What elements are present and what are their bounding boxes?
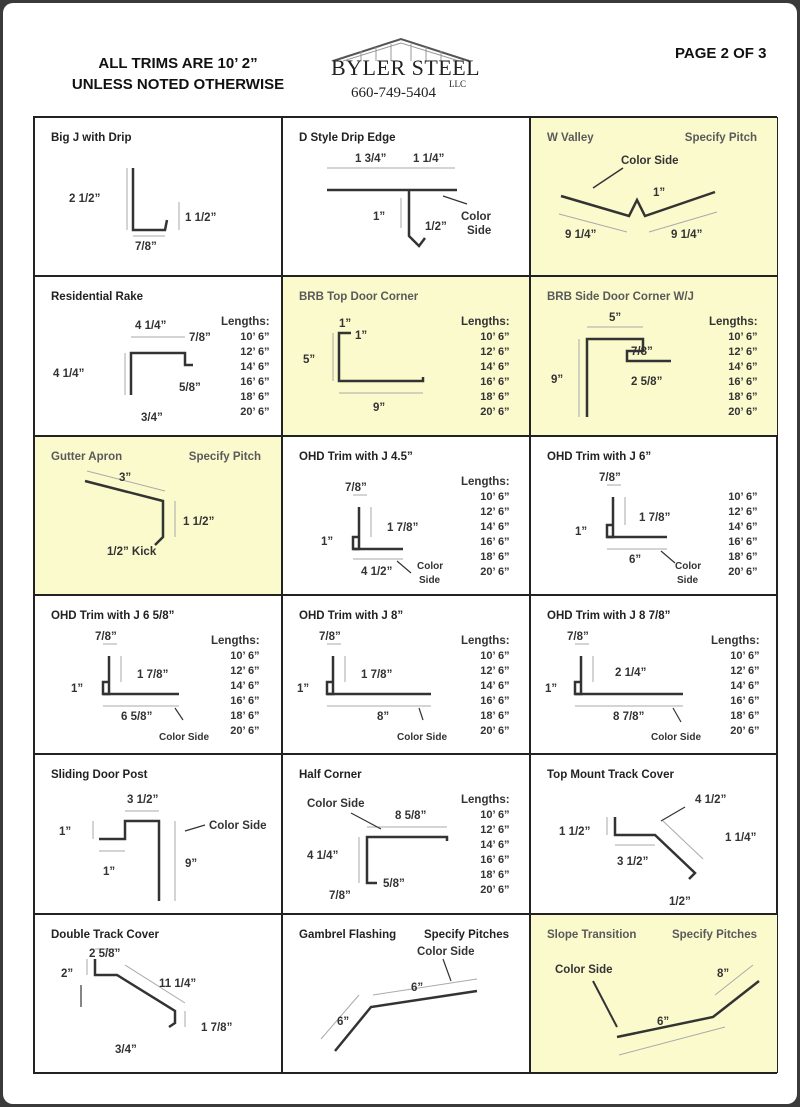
dim-label: 5” (303, 354, 316, 367)
trim-note: Specify Pitches (671, 928, 757, 941)
length-option: 18’ 6” (728, 391, 758, 404)
dim-label: 7/8” (189, 332, 211, 345)
trim-title: Sliding Door Post (51, 769, 148, 782)
phone-number: 660-749-5404 (351, 85, 436, 101)
trim-note: Specify Pitches (423, 928, 509, 941)
trim-title: BRB Top Door Corner (299, 291, 419, 304)
length-option: 14’ 6” (480, 679, 510, 692)
dim-label: 5” (609, 312, 622, 325)
length-option: 16’ 6” (480, 694, 510, 707)
dim-label: 7/8” (567, 630, 589, 643)
dim-label: 1/2” (669, 896, 691, 909)
color-side-arrow-icon (443, 959, 451, 981)
dim-label: 7/8” (319, 630, 341, 643)
dim-label: 1/2” Kick (107, 545, 157, 558)
w-valley-diagram (531, 118, 777, 276)
dim-label: Side (467, 225, 492, 237)
lengths-list (461, 793, 510, 898)
length-option: 18’ 6” (480, 709, 510, 722)
length-option: 12’ 6” (480, 664, 510, 677)
dim-label: 4 1/2” (695, 794, 727, 807)
dim-label: Side (677, 574, 699, 586)
dim-label: 1” (59, 826, 72, 839)
trim-title: OHD Trim with J 8 7/8” (547, 609, 671, 622)
dim-label: 1 1/2” (185, 212, 217, 224)
dim-label: 7/8” (345, 481, 367, 494)
length-option: 10’ 6” (480, 331, 510, 344)
length-option: 10’ 6” (240, 331, 270, 344)
lengths-label: Lengths: (221, 316, 270, 329)
dim-label: Color (675, 560, 702, 572)
price-sheet-page (3, 3, 797, 1104)
length-option: 20’ 6” (480, 884, 510, 897)
dim-arrow-icon (661, 807, 685, 821)
color-side-arrow-icon (397, 561, 411, 573)
company-logo (321, 35, 481, 105)
dim-label: 8 5/8” (395, 810, 427, 823)
trim-title: Gutter Apron (51, 450, 123, 463)
dim-label: Color Side (209, 820, 267, 833)
logo-llc: LLC (449, 79, 466, 89)
dim-label: 1 1/4” (725, 832, 757, 845)
trim-title: OHD Trim with J 6 5/8” (51, 609, 175, 622)
trim-sliding-door-post (34, 754, 282, 913)
length-option: 14’ 6” (230, 679, 260, 692)
dim-label: 1 7/8” (639, 511, 671, 524)
dim-label: 1/2” (425, 221, 447, 233)
dim-label: 3/4” (115, 1043, 137, 1056)
lengths-label: Lengths: (461, 794, 510, 807)
logo-name: BYLER STEEL (331, 55, 481, 80)
trim-title: Slope Transition (547, 928, 637, 941)
length-option: 14’ 6” (240, 361, 270, 374)
lengths-list (711, 634, 760, 739)
dim-label: 2 1/2” (69, 193, 101, 205)
trim-title: Big J with Drip (51, 132, 132, 144)
trim-gambrel-flashing (282, 914, 530, 1073)
trim-title: OHD Trim with J 8” (299, 609, 404, 622)
trim-brb-side-door-corner (530, 276, 778, 435)
notice-line-2: UNLESS NOTED OTHERWISE (71, 76, 285, 93)
top-mount-diagram (531, 755, 777, 913)
notice-line-1: ALL TRIMS ARE 10’ 2” (98, 55, 258, 72)
length-option: 20’ 6” (728, 406, 758, 419)
color-side-arrow-icon (351, 813, 381, 829)
length-option: 16’ 6” (728, 376, 758, 389)
sliding-door-post-diagram (35, 755, 281, 913)
dim-label: 6” (337, 1015, 350, 1028)
lengths-label: Lengths: (461, 634, 510, 647)
dim-label: 1” (103, 866, 116, 879)
dim-label: Color Side (307, 798, 365, 811)
lengths-list (461, 315, 510, 420)
lengths-label: Lengths: (461, 316, 510, 329)
color-side-arrow-icon (175, 708, 183, 720)
dim-label: 11 1/4” (159, 977, 197, 990)
length-option: 16’ 6” (480, 854, 510, 867)
length-option: 16’ 6” (240, 376, 270, 389)
length-option: 10’ 6” (480, 649, 510, 662)
dim-label: 8 7/8” (613, 710, 645, 723)
dim-label: 2 5/8” (89, 947, 121, 960)
dim-label: 9” (551, 374, 564, 387)
dim-label: Color Side (651, 731, 702, 743)
dim-label: 3/4” (141, 412, 163, 425)
dim-label: 4 1/2” (361, 565, 393, 578)
length-option: 18’ 6” (728, 550, 758, 563)
dim-label: 6” (629, 553, 642, 566)
dim-label: 6 5/8” (121, 710, 153, 723)
trim-d-style-drip-edge (282, 117, 530, 276)
length-option: 18’ 6” (480, 391, 510, 404)
trim-title: D Style Drip Edge (299, 132, 396, 144)
color-side-arrow-icon (593, 981, 617, 1027)
length-option: 10’ 6” (480, 490, 510, 503)
length-option: 18’ 6” (240, 391, 270, 404)
length-option: 20’ 6” (728, 565, 758, 578)
length-option: 14’ 6” (480, 361, 510, 374)
trim-title: Residential Rake (51, 291, 144, 304)
color-side-arrow-icon (673, 708, 681, 722)
double-track-diagram (35, 915, 281, 1073)
dim-label: Color Side (159, 731, 210, 743)
length-option: 12’ 6” (480, 505, 510, 518)
lengths-list (221, 315, 270, 420)
length-option: 10’ 6” (480, 809, 510, 822)
dim-label: 4 1/4” (307, 850, 339, 863)
trim-residential-rake (34, 276, 282, 435)
color-side-arrow-icon (443, 196, 467, 204)
length-option: 14’ 6” (480, 839, 510, 852)
trim-title: Gambrel Flashing (299, 928, 397, 941)
dim-label: 1” (71, 682, 84, 695)
dim-label: 4 1/4” (53, 368, 85, 381)
trim-double-track-cover (34, 914, 282, 1073)
length-option: 10’ 6” (230, 649, 260, 662)
trim-note: Specify Pitch (684, 132, 757, 144)
trim-title: Top Mount Track Cover (547, 769, 674, 782)
dim-label: 9 1/4” (671, 229, 703, 241)
trim-title: W Valley (547, 132, 594, 144)
length-option: 18’ 6” (730, 709, 760, 722)
slope-transition-diagram (531, 915, 777, 1073)
length-option: 18’ 6” (480, 550, 510, 563)
trim-title: OHD Trim with J 4.5” (299, 450, 413, 463)
length-option: 18’ 6” (480, 869, 510, 882)
length-option: 20’ 6” (730, 724, 760, 737)
dim-label: 1” (355, 330, 368, 343)
gutter-apron-diagram (35, 437, 281, 595)
trim-title: BRB Side Door Corner W/J (547, 291, 694, 304)
trim-half-corner (282, 754, 530, 913)
length-option: 12’ 6” (480, 824, 510, 837)
dim-label: 6” (657, 1015, 670, 1028)
dim-label: 1 1/4” (413, 153, 445, 165)
length-option: 12’ 6” (728, 505, 758, 518)
length-option: 16’ 6” (480, 376, 510, 389)
dim-label: 4 1/4” (135, 320, 167, 333)
dim-label: 1” (545, 682, 558, 695)
dim-label: 1” (653, 187, 666, 199)
dim-label: Color Side (397, 731, 448, 743)
length-option: 16’ 6” (730, 694, 760, 707)
lengths-list (461, 475, 510, 580)
dim-label: Color (417, 560, 444, 572)
dim-label: 1 7/8” (137, 668, 169, 681)
trim-w-valley (530, 117, 778, 276)
dim-label: 7/8” (599, 471, 621, 484)
length-option: 10’ 6” (728, 331, 758, 344)
trim-ohd-j-6-5-8 (34, 595, 282, 754)
dim-label: 9” (185, 858, 198, 871)
length-option: 20’ 6” (480, 565, 510, 578)
color-side-arrow-icon (419, 708, 423, 720)
dim-label: 1 1/2” (183, 515, 215, 528)
dim-label: 3 1/2” (127, 794, 159, 807)
lengths-list (461, 634, 510, 739)
dim-label: 9 1/4” (565, 229, 597, 241)
lengths-list (709, 315, 758, 420)
length-option: 20’ 6” (230, 724, 260, 737)
dim-label: 7/8” (329, 890, 351, 903)
trim-note: Specify Pitch (188, 450, 261, 463)
dim-label: 1 7/8” (361, 668, 393, 681)
dim-label: 1 7/8” (201, 1021, 233, 1034)
dim-label: 1 7/8” (387, 521, 419, 534)
trim-brb-top-door-corner (282, 276, 530, 435)
lengths-list (211, 634, 260, 739)
color-side-arrow-icon (593, 168, 623, 188)
dim-label: 8” (717, 967, 730, 980)
length-option: 16’ 6” (480, 535, 510, 548)
trim-gutter-apron (34, 436, 282, 595)
dim-label: 2 5/8” (631, 376, 663, 389)
dim-label: 5/8” (179, 382, 201, 395)
length-option: 18’ 6” (230, 709, 260, 722)
dim-label: 8” (377, 710, 390, 723)
length-option: 12’ 6” (730, 664, 760, 677)
length-option: 20’ 6” (480, 724, 510, 737)
dim-label: 3 1/2” (617, 856, 649, 869)
dim-label: Color Side (555, 963, 613, 976)
length-option: 14’ 6” (730, 679, 760, 692)
trim-catalog-grid (33, 116, 777, 1074)
big-j-diagram (35, 118, 281, 276)
dim-label: 6” (411, 981, 424, 994)
lengths-label: Lengths: (709, 316, 758, 329)
lengths-label: Lengths: (711, 634, 760, 647)
dim-label: 1” (297, 682, 310, 695)
length-option: 12’ 6” (230, 664, 260, 677)
length-option: 16’ 6” (728, 535, 758, 548)
trim-title: Half Corner (299, 769, 362, 782)
length-option: 20’ 6” (240, 406, 270, 419)
dim-label: 9” (373, 402, 386, 415)
dim-label: 1” (339, 318, 352, 331)
dim-label: 5/8” (383, 878, 405, 891)
gambrel-flashing-diagram (283, 915, 529, 1073)
dim-label: 7/8” (135, 241, 157, 253)
trim-length-notice (43, 53, 313, 95)
length-option: 16’ 6” (230, 694, 260, 707)
length-option: 14’ 6” (480, 520, 510, 533)
trim-big-j-with-drip (34, 117, 282, 276)
dim-label: 1 3/4” (355, 153, 387, 165)
lengths-label: Lengths: (461, 475, 510, 488)
dim-label: Color (461, 211, 492, 223)
length-option: 14’ 6” (728, 520, 758, 533)
dim-label: 2” (61, 967, 74, 980)
length-option: 10’ 6” (728, 490, 758, 503)
d-style-diagram (283, 118, 529, 276)
dim-label: Color Side (621, 155, 679, 167)
dim-label: 2 1/4” (615, 666, 647, 679)
page-number: PAGE 2 OF 3 (675, 45, 767, 62)
length-option: 12’ 6” (480, 346, 510, 359)
trim-title: Double Track Cover (51, 928, 160, 941)
length-option: 20’ 6” (480, 406, 510, 419)
trim-top-mount-track-cover (530, 754, 778, 913)
lengths-label: Lengths: (211, 634, 260, 647)
dim-label: 3” (119, 471, 132, 484)
lengths-list (709, 475, 758, 580)
trim-slope-transition (530, 914, 778, 1073)
dim-label: 7/8” (631, 346, 653, 359)
length-option: 12’ 6” (240, 346, 270, 359)
dim-label: 1 1/2” (559, 826, 591, 839)
dim-label: Color Side (417, 945, 475, 958)
dim-label: 1” (321, 535, 334, 548)
length-option: 12’ 6” (728, 346, 758, 359)
color-side-arrow-icon (185, 825, 205, 831)
trim-title: OHD Trim with J 6” (547, 450, 652, 463)
dim-label: Side (419, 574, 441, 586)
length-option: 14’ 6” (728, 361, 758, 374)
trim-ohd-j-6 (530, 436, 778, 595)
dim-label: 1” (575, 525, 588, 538)
trim-ohd-j-8-7-8 (530, 595, 778, 754)
length-option: 10’ 6” (730, 649, 760, 662)
color-side-arrow-icon (661, 551, 675, 563)
trim-ohd-j-8 (282, 595, 530, 754)
trim-ohd-j-4-5 (282, 436, 530, 595)
dim-label: 7/8” (95, 630, 117, 643)
dim-label: 1” (373, 211, 386, 223)
